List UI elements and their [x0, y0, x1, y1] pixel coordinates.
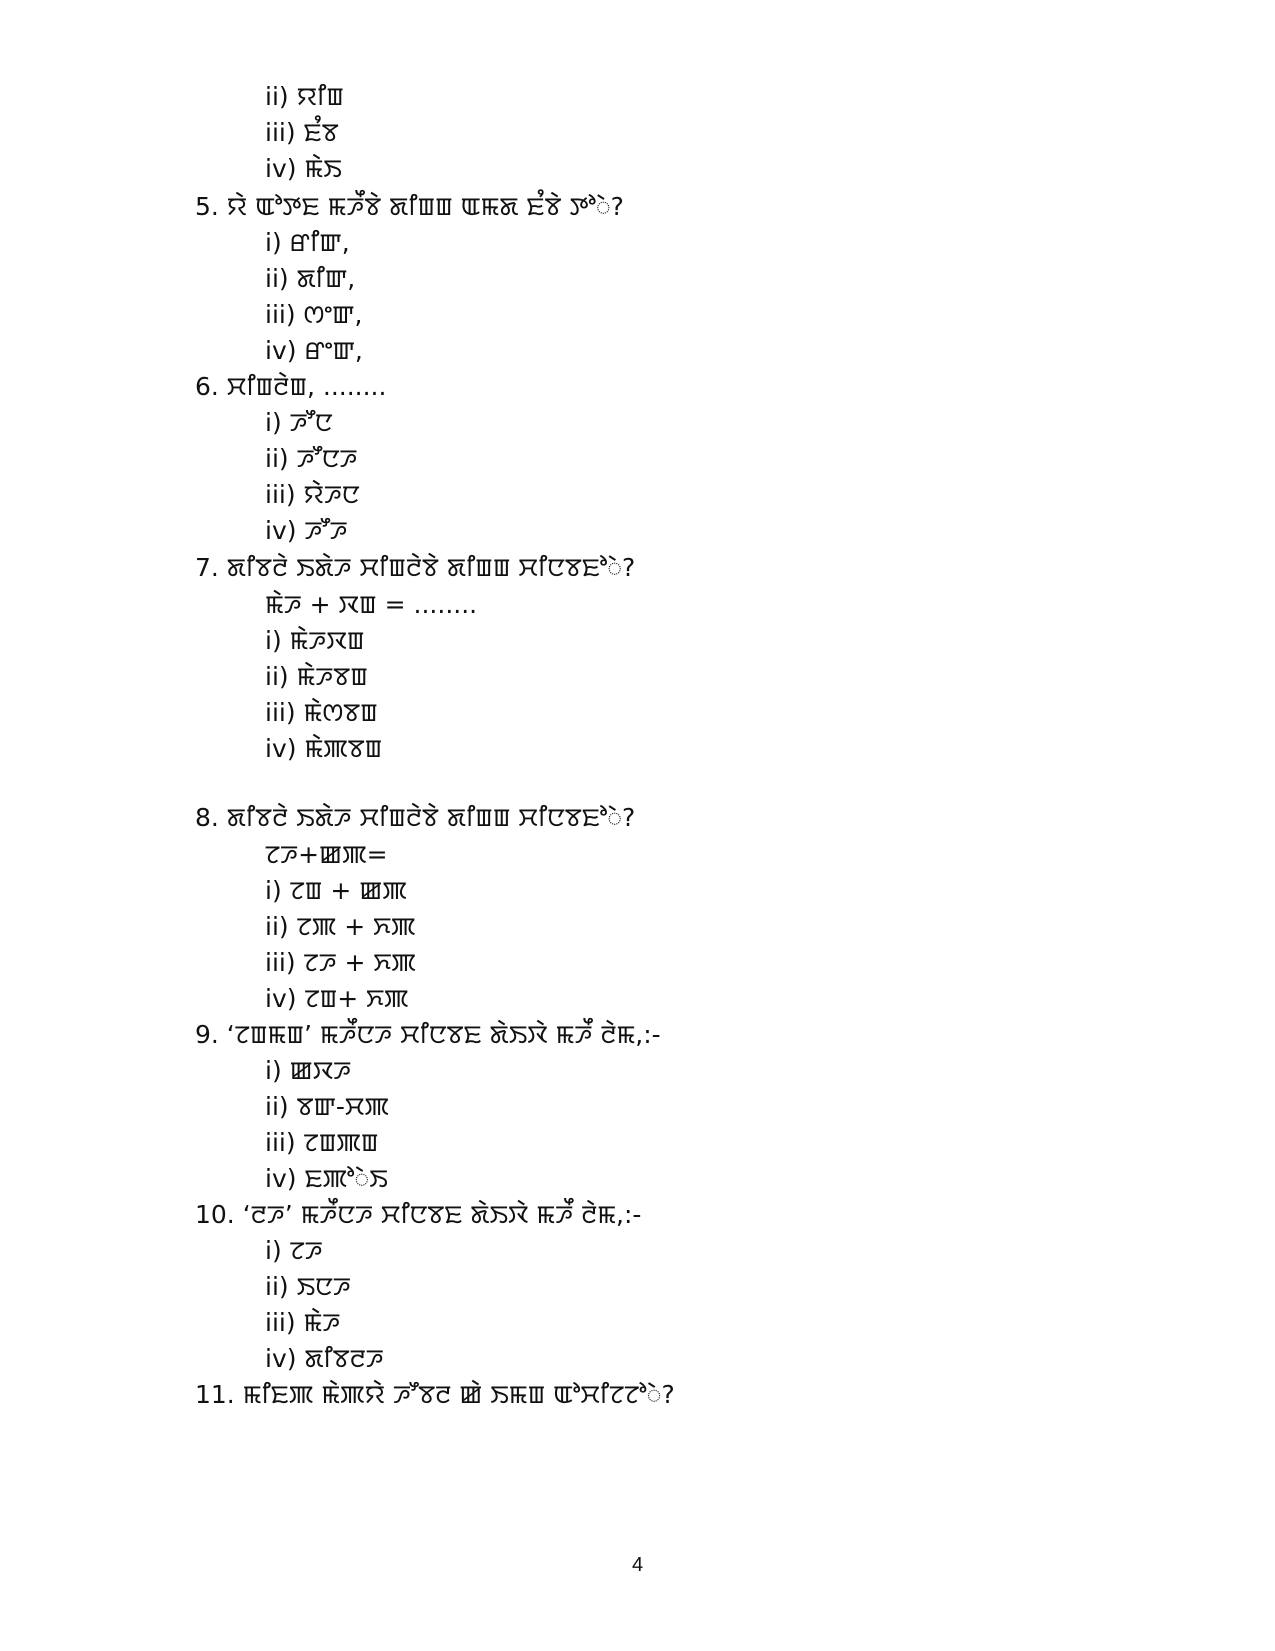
question-7-option-i: i) ꯃꯥꯍꯋꯡ	[265, 626, 365, 655]
question-8-stem: ꯖꯍ+ꯀꯄ=	[265, 840, 388, 869]
question-10-option-iv: iv) ꯗꯤꯕꯂꯍ	[265, 1344, 384, 1373]
question-7-option-iii: iii) ꯃꯥꯁꯕꯡ	[265, 698, 378, 727]
question-8-option-ii: ii) ꯖꯄ + ꯈꯄ	[265, 912, 416, 941]
question-10-option-i: i) ꯖꯍ	[265, 1236, 323, 1265]
question-7: 7. ꯗꯤꯕꯂꯥ ꯏꯗꯥꯍ ꯆꯤꯡꯂꯥꯕꯥ ꯗꯤꯡꯡ ꯆꯤꯅꯕꯐꯣꯥ?	[195, 553, 636, 582]
question-5-option-i: i) ꯔꯤꯛ,	[265, 228, 350, 257]
question-8: 8. ꯗꯤꯕꯂꯥ ꯏꯗꯥꯍ ꯆꯤꯡꯂꯥꯕꯥ ꯗꯤꯡꯡ ꯆꯤꯅꯕꯐꯣꯥ?	[195, 803, 636, 832]
question-9-option-iv: iv) ꯐꯄꯣꯥꯏ	[265, 1164, 388, 1193]
question-10-option-iii: iii) ꯃꯥꯍ	[265, 1308, 341, 1337]
question-9: 9. ‘ꯖꯡꯃꯡ’ ꯃꯍꯩꯅꯍ ꯆꯤꯅꯕꯐ ꯗꯥꯏꯋꯥ ꯃꯍꯩ ꯂꯥꯃ,:-	[195, 1020, 661, 1049]
question-5: 5. ꯌꯥ ꯑꯣꯇꯐ ꯃꯍꯩꯕꯥ ꯗꯤꯡꯡ ꯑꯃꯗ ꯐꯪꯕꯥ ꯇꯣꯥ?	[195, 192, 624, 221]
question-6-option-iv: iv) ꯍꯧꯍ	[265, 516, 348, 545]
question-8-option-i: i) ꯖꯡ + ꯀꯄ	[265, 876, 407, 905]
question-6-option-i: i) ꯍꯧꯅ	[265, 408, 333, 437]
question-7-option-iv: iv) ꯃꯥꯄꯕꯡ	[265, 734, 383, 763]
question-6-option-ii: ii) ꯍꯧꯅꯍ	[265, 444, 358, 473]
question-7-stem: ꯃꯥꯍ + ꯋꯡ = ........	[265, 590, 478, 619]
question-10-option-ii: ii) ꯏꯅꯍ	[265, 1272, 351, 1301]
question-9-option-i: i) ꯀꯋꯍ	[265, 1056, 352, 1085]
question-7-option-ii: ii) ꯃꯥꯍꯕꯡ	[265, 662, 368, 691]
question-8-option-iv: iv) ꯖꯡ+ ꯈꯄ	[265, 984, 409, 1013]
question-9-option-iii: iii) ꯖꯡꯄꯡ	[265, 1128, 379, 1157]
question-5-option-iii: iii) ꯁꯦꯛ,	[265, 300, 363, 329]
question-10: 10. ‘ꯂꯍ’ ꯃꯍꯩꯅꯍ ꯆꯤꯅꯕꯐ ꯗꯥꯏꯋꯥ ꯃꯍꯩ ꯂꯥꯃ,:-	[195, 1200, 642, 1229]
question-8-option-iii: iii) ꯖꯍ + ꯈꯄ	[265, 948, 416, 977]
question-11: 11. ꯃꯤꯐꯄ ꯃꯥꯄꯌꯥ ꯍꯧꯕꯂ ꯀꯥ ꯏꯃꯡ ꯑꯣꯆꯤꯖꯖꯣꯥ?	[195, 1380, 675, 1409]
question-5-option-ii: ii) ꯗꯤꯛ,	[265, 264, 356, 293]
question-6-option-iii: iii) ꯌꯥꯍꯅ	[265, 480, 360, 509]
option-prev-iv: iv) ꯃꯥꯏ	[265, 154, 342, 183]
page-number: 4	[631, 1554, 644, 1576]
question-9-option-ii: ii) ꯕꯛ-ꯆꯄ	[265, 1092, 389, 1121]
question-5-option-iv: iv) ꯔꯦꯛ,	[265, 336, 363, 365]
option-prev-ii: ii) ꯌꯤꯡ	[265, 82, 344, 111]
option-prev-iii: iii) ꯐꯪꯕ	[265, 118, 339, 147]
question-6: 6. ꯆꯤꯡꯂꯥꯡ, ........	[195, 372, 387, 401]
